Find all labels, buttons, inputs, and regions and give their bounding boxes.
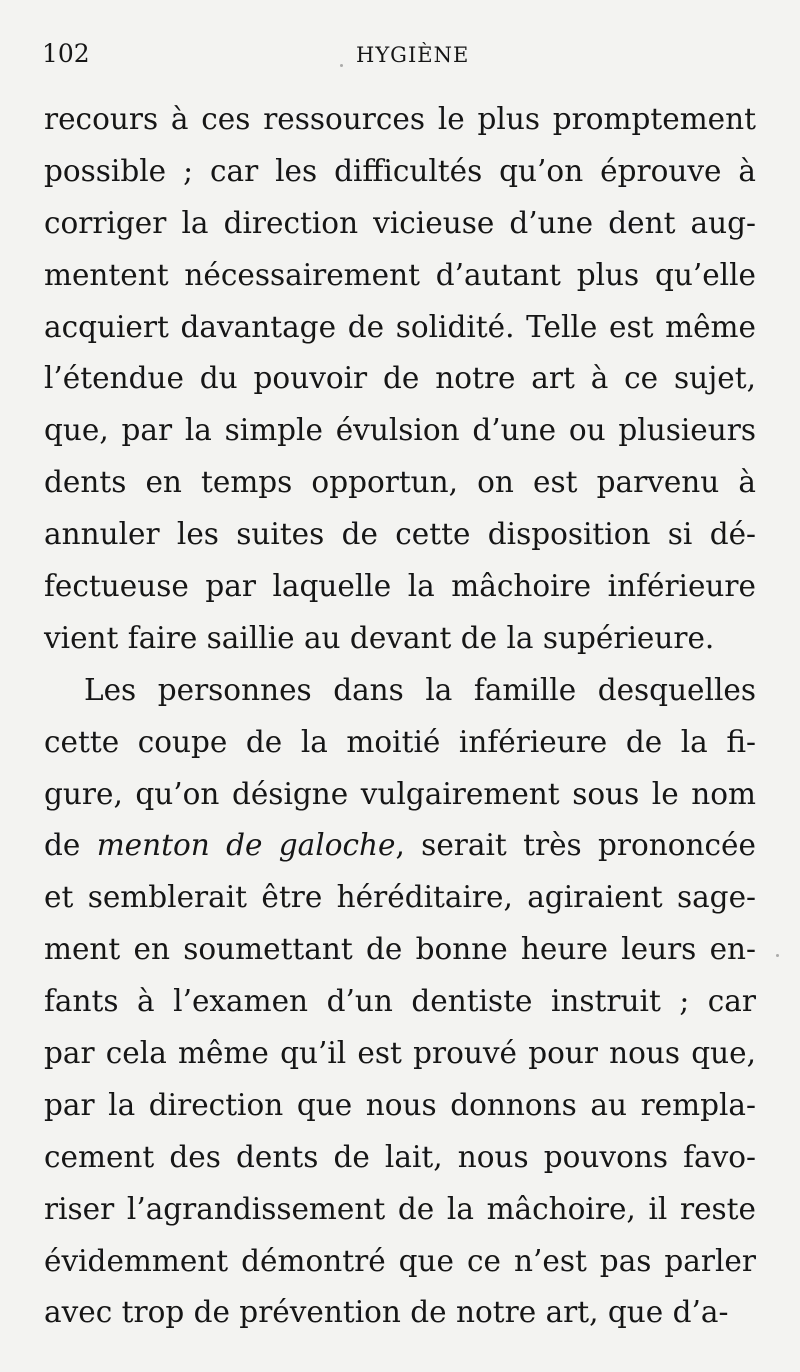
text-line: évidemment démontré que ce n’est pas parler [44,1243,756,1278]
paragraph-end-line: vient faire saillie au devant de la supérieure. [44,620,715,655]
running-head: HYGIÈNE [356,43,470,67]
text-line: fectueuse par laquelle la mâchoire inférieure [44,569,756,604]
text-line: possible ; car les difficultés qu’on éprouve à [44,153,756,188]
page-number: 102 [42,39,90,68]
text-line: l’étendue du pouvoir de notre art à ce sujet, [44,361,756,396]
text-line: recours à ces ressources le plus promptement [44,102,756,136]
print-speck [340,64,343,67]
text-line: annuler les suites de cette disposition si dé- [44,517,756,552]
text-fragment: de [44,828,97,863]
text-line: cette coupe de la moitié inférieure de la fi- [44,724,756,759]
text-line: mentent nécessairement d’autant plus qu’elle [44,257,756,292]
text-line: et semblerait être héréditaire, agiraient sage- [44,880,756,915]
text-line: que, par la simple évulsion d’une ou plusieurs [44,413,756,448]
text-line-with-italic [44,820,756,872]
print-speck [776,954,779,957]
text-line: par la direction que nous donnons au rempla- [44,1087,756,1122]
paragraph-start-line: Les personnes dans la famille desquelles [84,672,756,707]
text-line: riser l’agrandissement de la mâchoire, il reste [44,1191,756,1226]
text-line: par cela même qu’il est prouvé pour nous que, [44,1036,756,1071]
text-line: fants à l’examen d’un dentiste instruit ; car [44,984,756,1019]
text-line: ment en soumettant de bonne heure leurs en- [44,932,756,967]
text-fragment: , serait très prononcée [395,828,756,863]
text-line: acquiert davantage de solidité. Telle est même [44,309,756,344]
text-line: dents en temps opportun, on est parvenu à [44,465,756,500]
text-line: avec trop de prévention de notre art, que d’a- [44,1295,729,1330]
body-text [44,94,756,1339]
text-line: cement des dents de lait, nous pouvons favo- [44,1139,756,1174]
italic-term: menton de galoche [96,828,396,863]
text-line: gure, qu’on désigne vulgairement sous le nom [44,776,756,811]
text-line: corriger la direction vicieuse d’une dent aug- [44,205,756,240]
